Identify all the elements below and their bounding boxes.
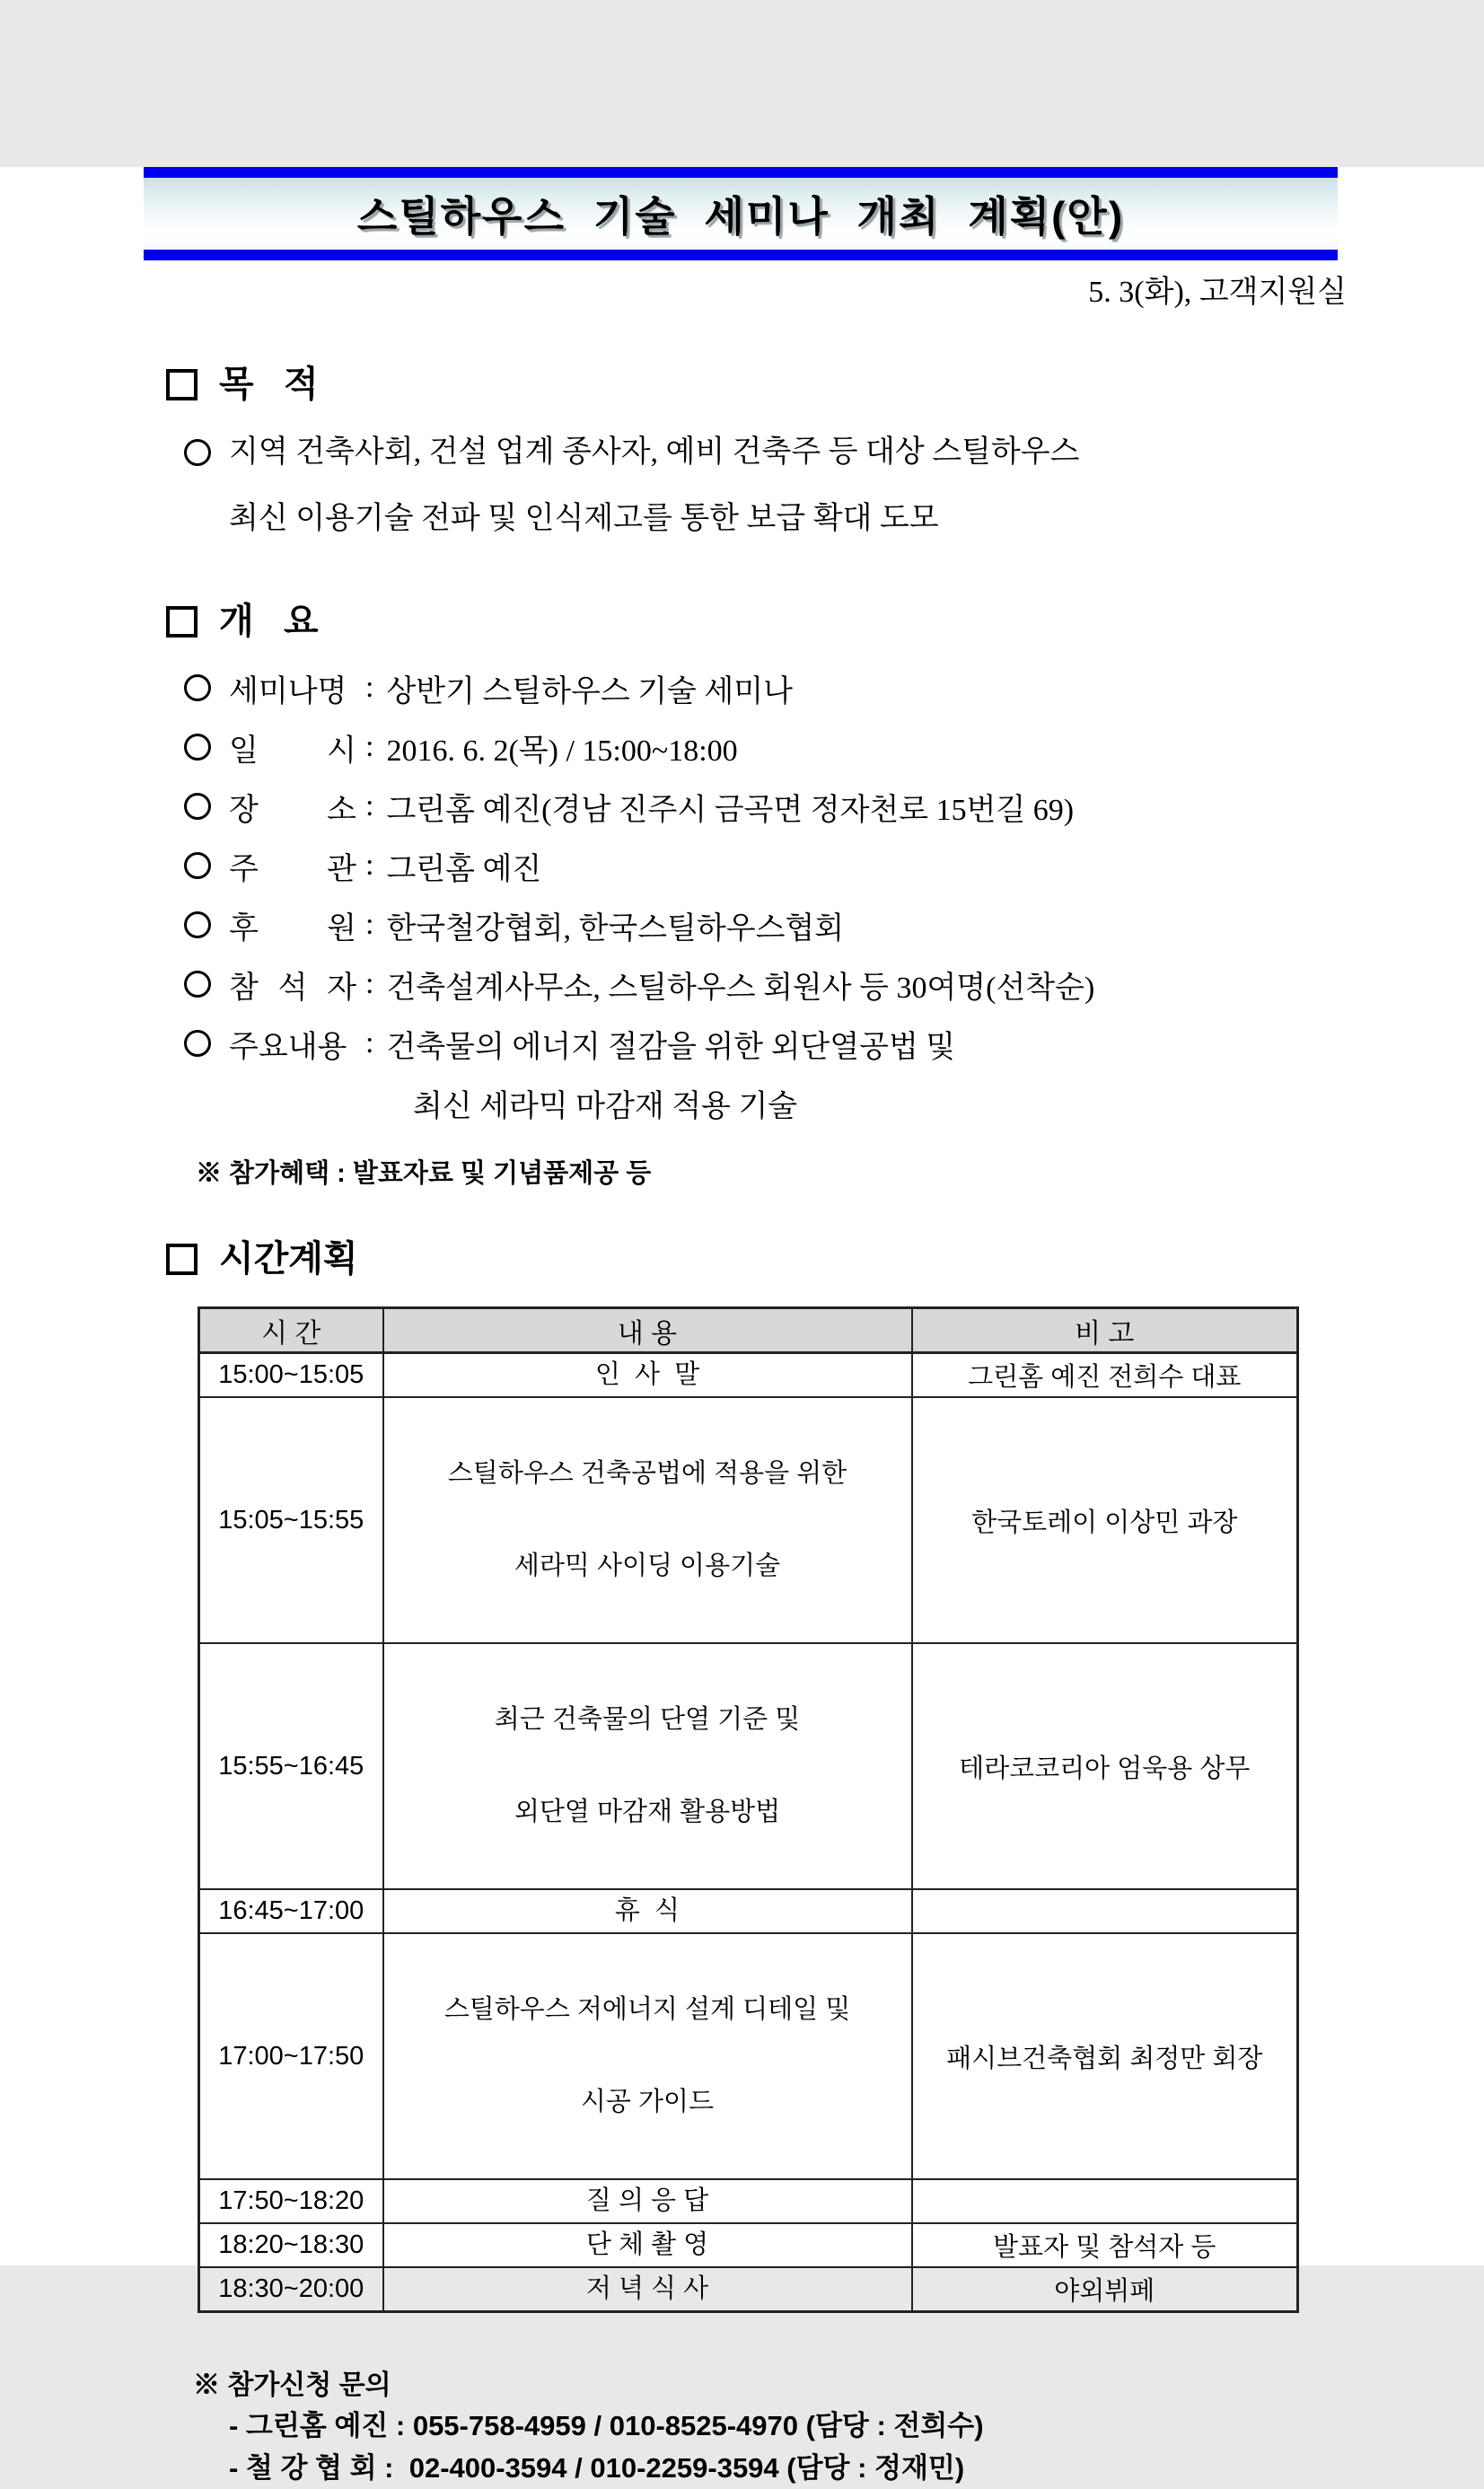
contact-note-heading: ※ 참가신청 문의	[193, 2370, 391, 2400]
content-line: 휴 식	[614, 1896, 681, 1925]
content-line: 외단열 마감재 활용방법	[514, 1798, 781, 1826]
contact-note	[0, 2367, 1484, 2489]
overview-item-label: 후 원	[229, 911, 356, 945]
purpose-heading-label: 목 적	[219, 365, 319, 404]
section-heading-purpose	[166, 362, 1484, 407]
content-line: 세라믹 사이딩 이용기술	[514, 1552, 781, 1580]
date-department-line: 5. 3(화), 고객지원실	[1088, 276, 1347, 309]
overview-item-label: 장 소	[229, 793, 356, 827]
content-line: 시공 가이드	[580, 2088, 715, 2116]
cell-time: 17:50~18:20	[199, 2179, 383, 2223]
cell-remark: 야외뷔페	[912, 2267, 1298, 2312]
banner-bottom-bar	[144, 250, 1338, 260]
overview-heading-label: 개 요	[219, 602, 319, 641]
cell-remark	[912, 1889, 1298, 1933]
col-header-time: 시 간	[199, 1308, 383, 1353]
cell-time: 15:00~15:05	[199, 1353, 383, 1398]
circle-bullet-icon	[184, 852, 211, 879]
cell-content	[383, 1397, 912, 1643]
col-header-content: 내 용	[383, 1308, 912, 1353]
section-heading-schedule	[166, 1236, 1484, 1281]
circle-bullet-icon	[184, 1030, 211, 1057]
overview-list	[0, 658, 1484, 1192]
label-separator: :	[365, 671, 374, 704]
overview-item-label: 주 관	[229, 852, 356, 886]
table-row	[199, 1889, 1298, 1933]
banner-top-bar	[144, 167, 1338, 178]
label-separator: :	[365, 908, 374, 941]
cell-time: 18:30~20:00	[199, 2267, 383, 2312]
table-row	[199, 2267, 1298, 2312]
purpose-bullet	[184, 419, 1484, 552]
cell-time: 17:00~17:50	[199, 1933, 383, 2179]
table-header-row	[199, 1308, 1298, 1353]
overview-item-value: 그린홈 예진	[386, 852, 542, 886]
document-page	[0, 167, 1484, 2484]
contact-line-greenhome: - 그린홈 예진 : 055-758-4959 / 010-8525-4970 (담당 : 전희수)	[229, 2410, 984, 2441]
overview-item-label: 참 석 자	[229, 971, 356, 1005]
label-separator: :	[365, 730, 374, 763]
content-line: 질 의 응 답	[585, 2186, 709, 2215]
cell-content	[383, 1889, 912, 1933]
cell-content	[383, 1933, 912, 2179]
table-row	[199, 1933, 1298, 2179]
content-line: 인 사 말	[594, 1360, 700, 1389]
table-row	[199, 1397, 1298, 1643]
col-header-remark: 비 고	[912, 1308, 1298, 1353]
cell-time: 15:05~15:55	[199, 1397, 383, 1643]
cell-content	[383, 1643, 912, 1889]
cell-content	[383, 1353, 912, 1398]
title-banner	[144, 167, 1338, 260]
overview-item-host	[184, 836, 1484, 895]
content-line: 스틸하우스 저에너지 설계 디테일 및	[443, 1995, 851, 2024]
circle-bullet-icon	[184, 439, 211, 466]
label-separator: :	[365, 849, 374, 882]
cell-time: 15:55~16:45	[199, 1643, 383, 1889]
cell-content	[383, 2223, 912, 2267]
purpose-text	[229, 419, 1079, 552]
cell-remark: 테라코코리아 엄욱용 상무	[912, 1643, 1298, 1889]
cell-remark	[912, 2179, 1298, 2223]
cell-remark: 그린홈 예진 전희수 대표	[912, 1353, 1298, 1398]
overview-item-label: 세미나명	[229, 674, 347, 708]
label-separator: :	[365, 789, 374, 822]
label-separator: :	[365, 1026, 374, 1060]
table-row	[199, 2179, 1298, 2223]
cell-remark: 한국토레이 이상민 과장	[912, 1397, 1298, 1643]
overview-item-datetime	[184, 717, 1484, 777]
cell-time: 18:20~18:30	[199, 2223, 383, 2267]
circle-bullet-icon	[184, 674, 211, 701]
overview-item-value: 건축물의 에너지 절감을 위한 외단열공법 및	[386, 1030, 956, 1064]
cell-remark: 발표자 및 참석자 등	[912, 2223, 1298, 2267]
overview-item-value: 그린홈 예진(경남 진주시 금곡면 정자천로 15번길 69)	[386, 793, 1075, 827]
square-bullet-icon	[166, 369, 198, 400]
cell-content	[383, 2179, 912, 2223]
square-bullet-icon	[166, 606, 198, 638]
cell-remark: 패시브건축협회 최정만 회장	[912, 1933, 1298, 2179]
circle-bullet-icon	[184, 734, 211, 761]
overview-main-content-line-2: 최신 세라믹 마감재 적용 기술	[413, 1089, 798, 1123]
overview-item-sponsor	[184, 895, 1484, 954]
overview-item-main-content	[184, 1014, 1484, 1073]
overview-item-label: 일 시	[229, 734, 356, 768]
overview-item-label: 주요내용	[229, 1030, 347, 1064]
overview-item-value: 상반기 스틸하우스 기술 세미나	[386, 674, 793, 708]
schedule-table	[198, 1306, 1299, 2313]
overview-item-value: 건축설계사무소, 스틸하우스 회원사 등 30여명(선착순)	[386, 971, 1095, 1005]
schedule-heading-label: 시간계획	[219, 1239, 358, 1279]
content-line: 단 체 촬 영	[585, 2230, 709, 2259]
circle-bullet-icon	[184, 971, 211, 998]
circle-bullet-icon	[184, 793, 211, 820]
overview-item-place	[184, 777, 1484, 836]
contact-line-steel-association: - 철 강 협 회 : 02-400-3594 / 010-2259-3594 (담당 : 정재민)	[229, 2452, 965, 2484]
overview-item-value: 2016. 6. 2(목) / 15:00~18:00	[386, 734, 738, 768]
section-heading-overview	[166, 599, 1484, 644]
cell-content	[383, 2267, 912, 2312]
purpose-line-1: 지역 건축사회, 건설 업계 종사자, 예비 건축주 등 대상 스틸하우스	[229, 435, 1080, 469]
content-line: 저 녁 식 사	[585, 2274, 709, 2303]
participation-benefit-note: ※ 참가혜택 : 발표자료 및 기념품제공 등	[196, 1159, 652, 1188]
overview-item-seminar-name	[184, 658, 1484, 717]
table-row	[199, 1353, 1298, 1398]
table-row	[199, 2223, 1298, 2267]
label-separator: :	[365, 967, 374, 1000]
table-row	[199, 1643, 1298, 1889]
document-title: 스틸하우스 기술 세미나 개최 계획(안)	[144, 178, 1338, 250]
content-line: 최근 건축물의 단열 기준 및	[494, 1705, 801, 1734]
overview-item-value: 한국철강협회, 한국스틸하우스협회	[386, 911, 845, 945]
purpose-line-2: 최신 이용기술 전파 및 인식제고를 통한 보급 확대 도모	[229, 502, 939, 535]
cell-time: 16:45~17:00	[199, 1889, 383, 1933]
overview-item-attendees	[184, 954, 1484, 1014]
circle-bullet-icon	[184, 911, 211, 938]
square-bullet-icon	[166, 1244, 198, 1275]
content-line: 스틸하우스 건축공법에 적용을 위한	[447, 1459, 847, 1488]
